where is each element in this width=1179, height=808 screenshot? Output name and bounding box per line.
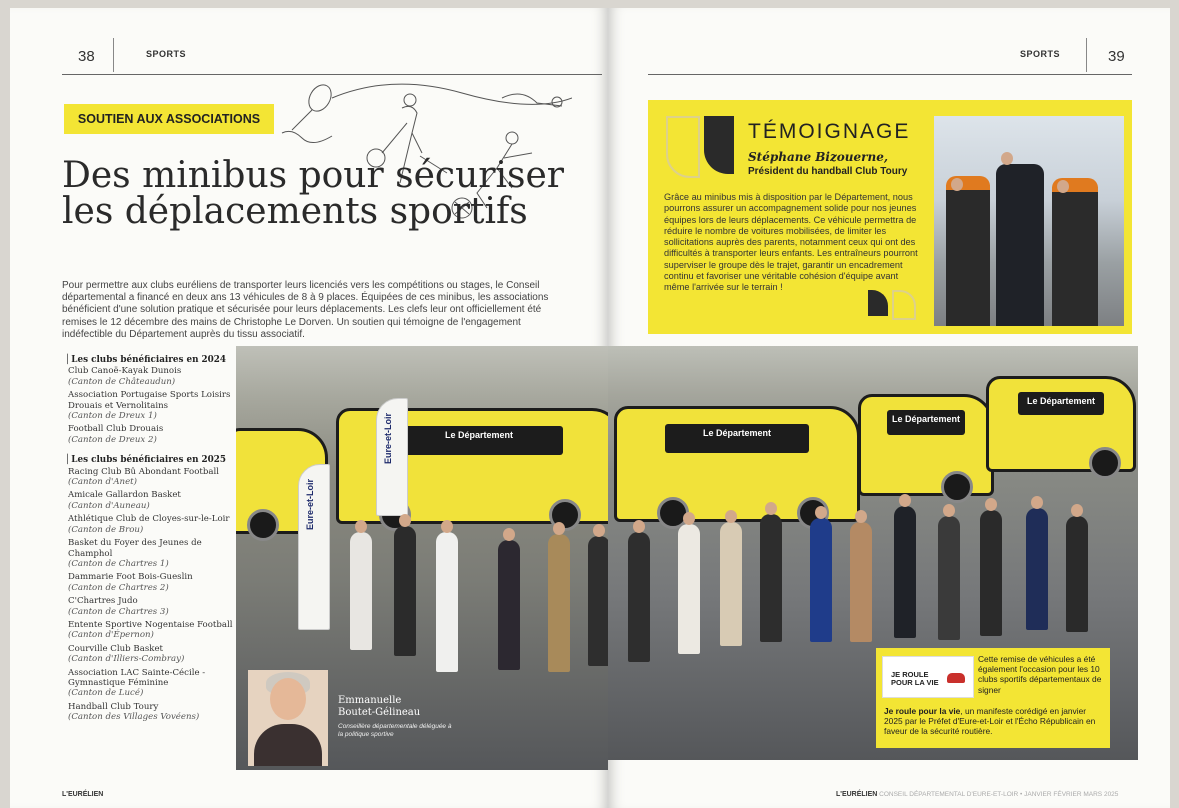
car-icon: [947, 673, 965, 683]
footer: L'EURÉLIEN: [62, 791, 104, 798]
club-item: Handball Club Toury (Canton des Villages Vovéens): [68, 701, 200, 723]
je-roule-pour-la-vie-logo: JE ROULE POUR LA VIE: [882, 656, 974, 698]
club-item: Amicale Gallardon Basket (Canton d'Auneau): [68, 490, 181, 511]
page-number: 38: [78, 48, 95, 65]
section-label: SPORTS: [146, 49, 187, 59]
club-item: C'Chartres Judo (Canton de Chartres 3): [68, 596, 169, 617]
minibus: Le Département: [336, 408, 608, 524]
person: [1052, 178, 1098, 326]
club-item: Entente Sportive Nogentaise Football (Canton d'Épernon): [68, 619, 233, 641]
person: [946, 176, 990, 326]
club-item: Association Portugaise Sports Loisirs Drouais et Vernolitains (Canton de Dreux 1): [68, 390, 231, 422]
quote-icon: [666, 116, 700, 178]
category-tag: SOUTIEN AUX ASSOCIATIONS: [64, 104, 274, 134]
left-page: [10, 8, 608, 808]
header-rule: [648, 74, 1132, 75]
person: [498, 540, 520, 670]
person: [394, 526, 416, 656]
club-item: Club Canoë-Kayak Dunois (Canton de Châteaudun): [68, 366, 182, 387]
header-divider: [1086, 38, 1087, 72]
clubs-2025-list: [68, 467, 236, 723]
page-number: 39: [1108, 48, 1125, 65]
person: [894, 506, 916, 638]
person: [548, 534, 570, 672]
clubs-list: [68, 355, 236, 729]
manifesto-text: Je roule pour la vie, un manifeste corédigé en janvier 2025 par le Préfet d'Eure-et-Loir et l'Écho Républicain en faveur de la sécurité routière.: [884, 706, 1096, 737]
eure-et-loir-flag: Eure-et-Loir: [376, 398, 408, 516]
person: [810, 518, 832, 642]
person: [760, 514, 782, 642]
testimony-box: [648, 100, 1132, 334]
person: [1026, 508, 1048, 630]
person: [996, 164, 1044, 326]
remise-box: [876, 648, 1110, 748]
club-item: Basket du Foyer des Jeunes de Champhol (Canton de Chartres 1): [68, 538, 202, 569]
article-headline: Des minibus pour sécuriser les déplacements sportifs: [62, 155, 564, 232]
testimony-text: Grâce au minibus mis à disposition par le Département, nous pourrons assurer un accompagnement solide pour nos jeunes équipes lors de leurs déplacements. Ce véhicule permettra de réduire le nombre de voitures mobilisées, de limiter les sollicitations auprès des parents, notamment ceux qui ont des difficultés à transporter leurs enfants. Les entraîneurs pourront superviser le groupe dès le trajet, garantir un encadrement continu et favoriser une véritable cohésion d'équipe avant même l'arrivée sur le terrain !: [664, 192, 918, 293]
person: [980, 510, 1002, 636]
club-item: Association LAC Sainte-Cécile - Gymnastique Féminine (Canton de Lucé): [68, 667, 206, 699]
club-item: Football Club Drouais (Canton de Dreux 2): [68, 424, 164, 445]
close-quote-icon: [868, 290, 888, 316]
minibus: Le Département: [858, 394, 994, 496]
club-item: Racing Club Bû Abondant Football (Canton d'Anet): [68, 466, 219, 488]
person: [720, 522, 742, 646]
footer: L'EURÉLIEN CONSEIL DÉPARTEMENTAL D'EURE-ET-LOIR • JANVIER FÉVRIER MARS 2025: [836, 791, 1119, 798]
person: [1066, 516, 1088, 632]
portrait-role: Conseillère départementale déléguée à la politique sportive: [338, 723, 452, 738]
person: [436, 532, 458, 672]
club-item: Athlétique Club de Cloyes-sur-le-Loir (Canton de Brou): [68, 514, 230, 535]
minibus: Le Département: [986, 376, 1136, 472]
person: [678, 524, 700, 654]
right-page: [608, 8, 1170, 808]
clubs-2024-title: │ Les clubs bénéficiaires en 2024: [65, 355, 236, 365]
portrait-photo: [248, 670, 328, 766]
person: [350, 532, 372, 650]
remise-text: Cette remise de véhicules a été également l'occasion pour les 10 clubs sportifs départementaux de signer: [978, 654, 1102, 695]
close-quote-icon: [892, 290, 916, 320]
article-intro: Pour permettre aux clubs euréliens de transporter leurs licenciés vers les compétitions ou stages, le Conseil départemental a financé en deux ans 13 véhicules de 8 à 9 places. Équipées de ces minibus, les associations bénéficient d'une solution pratique et sécurisée pour leurs déplacements. Les clefs leur ont officiellement été remises le 12 décembre des mains de Christophe Le Dorven. Un soutien qui témoigne de l'engagement indéfectible du Département auprès du tissu associatif.: [62, 280, 549, 340]
header-rule: [62, 74, 602, 75]
clubs-2024-list: [68, 366, 236, 445]
testimony-photo: [934, 116, 1124, 326]
section-label: SPORTS: [1020, 49, 1061, 59]
header-divider: [113, 38, 114, 72]
person: [628, 532, 650, 662]
eure-et-loir-flag: Eure-et-Loir: [298, 464, 330, 630]
clubs-2025-title: │ Les clubs bénéficiaires en 2025: [65, 455, 236, 465]
club-item: Courville Club Basket (Canton d'Illiers-Combray): [68, 643, 185, 665]
person: [938, 516, 960, 640]
quote-icon: [704, 116, 734, 174]
testimony-name: Stéphane Bizouerne,: [748, 150, 889, 164]
minibus: Le Département: [614, 406, 860, 522]
testimony-role: Président du handball Club Toury: [748, 166, 908, 177]
portrait-name: Emmanuelle Boutet-Gélineau: [338, 695, 421, 718]
testimony-title: TÉMOIGNAGE: [748, 120, 911, 143]
person: [850, 522, 872, 642]
person: [588, 536, 608, 666]
club-item: Dammarie Foot Bois-Gueslin (Canton de Chartres 2): [68, 572, 193, 593]
